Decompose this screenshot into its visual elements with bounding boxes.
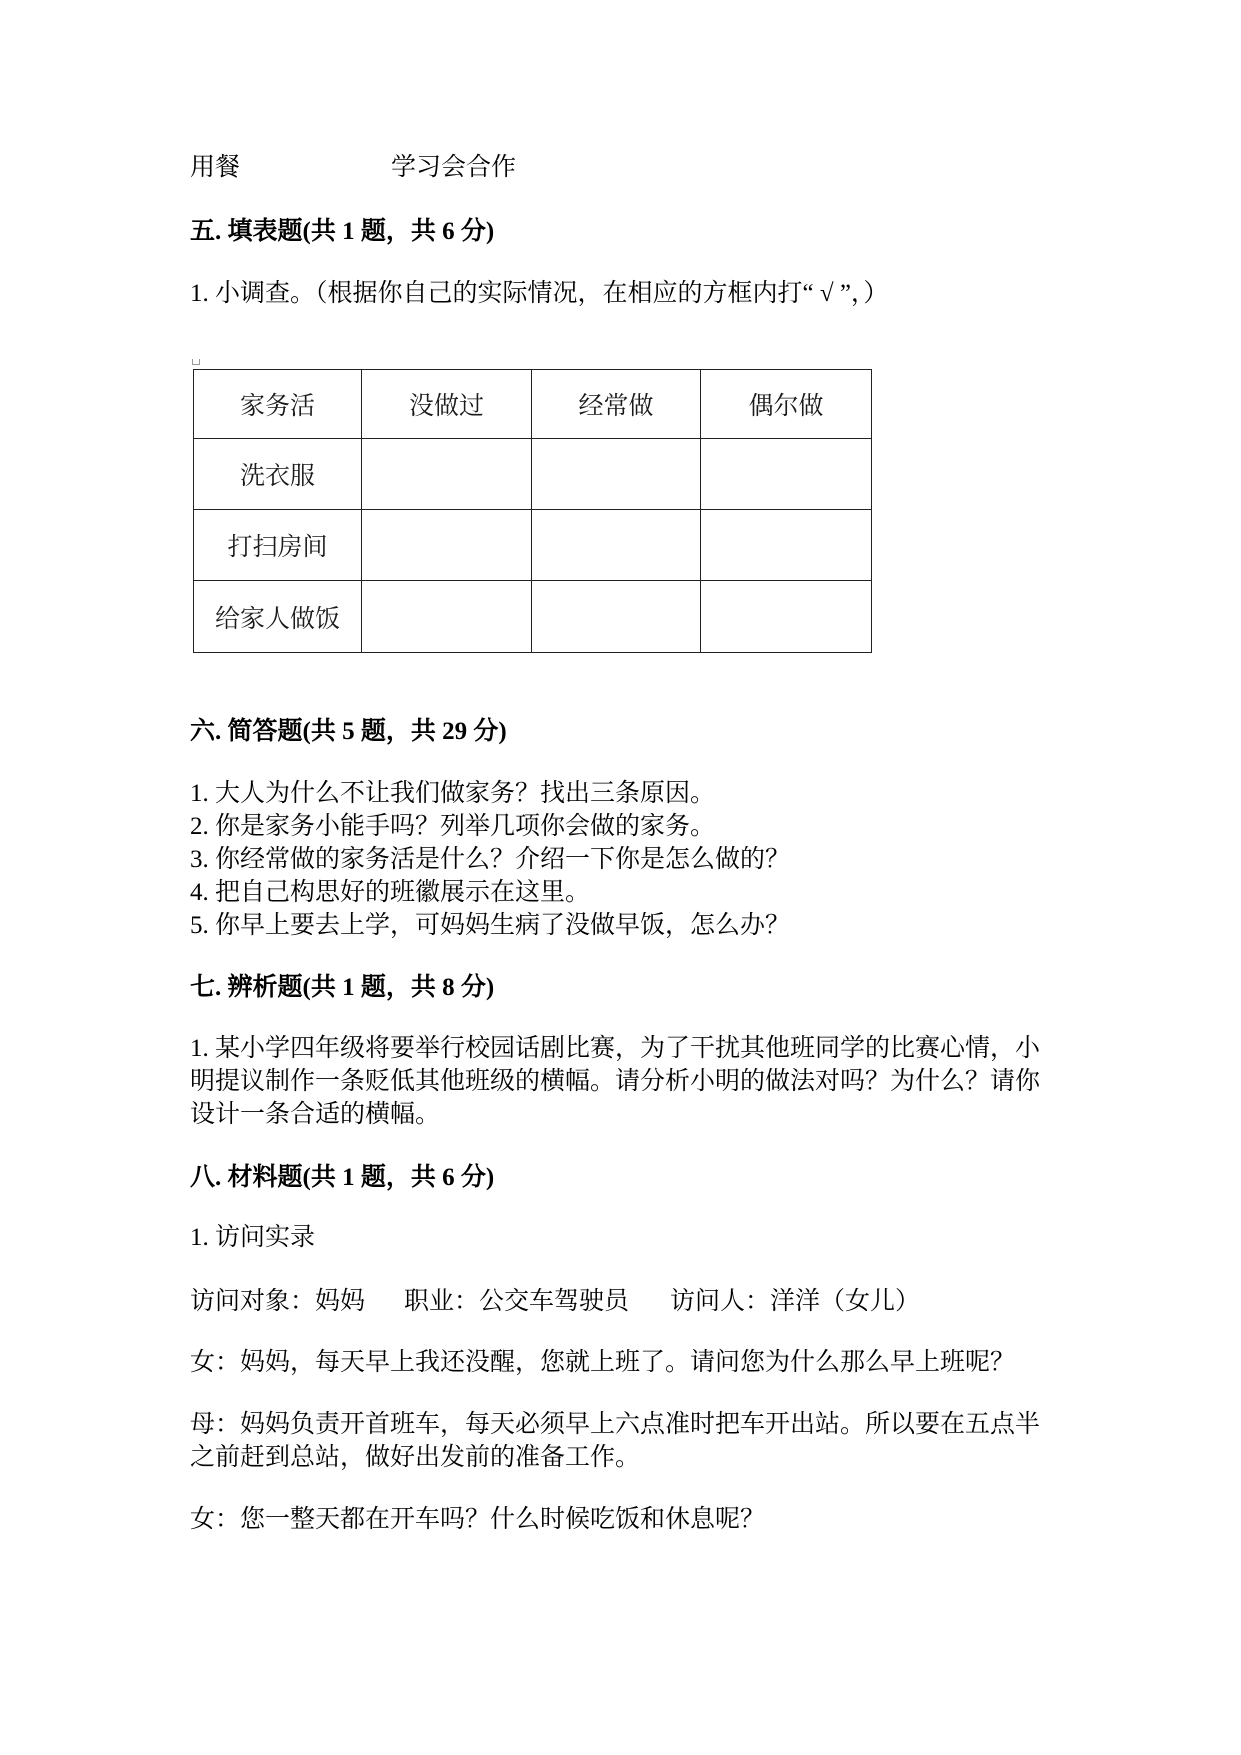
table-row — [194, 581, 872, 653]
section6-heading: 六. 简答题(共 5 题，共 29 分) — [190, 718, 507, 745]
checkbox-cell — [532, 439, 701, 510]
checkbox-cell — [362, 439, 532, 510]
checkbox-cell — [532, 581, 701, 653]
section5-heading: 五. 填表题(共 1 题，共 6 分) — [190, 218, 495, 245]
checkbox-cell — [701, 581, 872, 653]
paragraph-line: 之前赶到总站，做好出发前的准备工作。 — [190, 1444, 641, 1471]
interview-interviewer: 访问人：洋洋（女儿） — [670, 1288, 921, 1315]
interview-subject: 访问对象：妈妈 — [190, 1288, 366, 1315]
checkbox-cell — [362, 510, 532, 581]
section8-heading: 八. 材料题(共 1 题，共 6 分) — [190, 1164, 495, 1191]
row-label-cleaning: 打扫房间 — [194, 510, 362, 581]
fragment-text-right: 学习会合作 — [391, 154, 517, 181]
table-header-row — [194, 370, 872, 439]
header-sometimes: 偶尔做 — [701, 370, 872, 439]
section7-question — [190, 1032, 1040, 1131]
section7-heading: 七. 辨析题(共 1 题，共 8 分) — [190, 974, 495, 1001]
list-item: 2. 你是家务小能手吗？列举几项你会做的家务。 — [190, 813, 716, 840]
row-label-laundry: 洗衣服 — [194, 439, 362, 510]
list-item: 4. 把自己构思好的班徽展示在这里。 — [190, 879, 591, 906]
survey-table — [193, 369, 872, 653]
header-often: 经常做 — [532, 370, 701, 439]
paragraph-line: 母：妈妈负责开首班车，每天必须早上六点准时把车开出站。所以要在五点半 — [190, 1411, 1041, 1438]
dialogue-question-2: 女：您一整天都在开车吗？什么时候吃饭和休息呢？ — [190, 1506, 766, 1533]
dialogue-answer-1 — [190, 1408, 1040, 1474]
checkbox-cell — [532, 510, 701, 581]
list-item: 3. 你经常做的家务活是什么？介绍一下你是怎么做的？ — [190, 846, 791, 873]
table-row — [194, 510, 872, 581]
header-never-done: 没做过 — [362, 370, 532, 439]
paragraph-line: 明提议制作一条贬低其他班级的横幅。请分析小明的做法对吗？为什么？请你 — [190, 1068, 1041, 1095]
table-row — [194, 439, 872, 510]
list-item: 1. 大人为什么不让我们做家务？找出三条原因。 — [190, 780, 716, 807]
interview-job: 职业：公交车驾驶员 — [404, 1288, 630, 1315]
checkbox-cell — [362, 581, 532, 653]
header-chore: 家务活 — [194, 370, 362, 439]
anchor-mark — [192, 359, 200, 365]
list-item: 5. 你早上要去上学，可妈妈生病了没做早饭，怎么办？ — [190, 912, 791, 939]
paragraph-line: 1. 某小学四年级将要举行校园话剧比赛，为了干扰其他班同学的比赛心情，小 — [190, 1035, 1041, 1062]
checkbox-cell — [701, 439, 872, 510]
section5-question: 1. 小调查。（根据你自己的实际情况，在相应的方框内打“ √ ”，） — [190, 280, 889, 307]
paragraph-line: 设计一条合适的横幅。 — [190, 1101, 441, 1128]
dialogue-question-1: 女：妈妈，每天早上我还没醒，您就上班了。请问您为什么那么早上班呢？ — [190, 1349, 1016, 1376]
fragment-text-left: 用餐 — [190, 154, 241, 181]
checkbox-cell — [701, 510, 872, 581]
section8-title: 1. 访问实录 — [190, 1224, 316, 1251]
row-label-cooking: 给家人做饭 — [194, 581, 362, 653]
section6-question-list — [190, 777, 790, 942]
